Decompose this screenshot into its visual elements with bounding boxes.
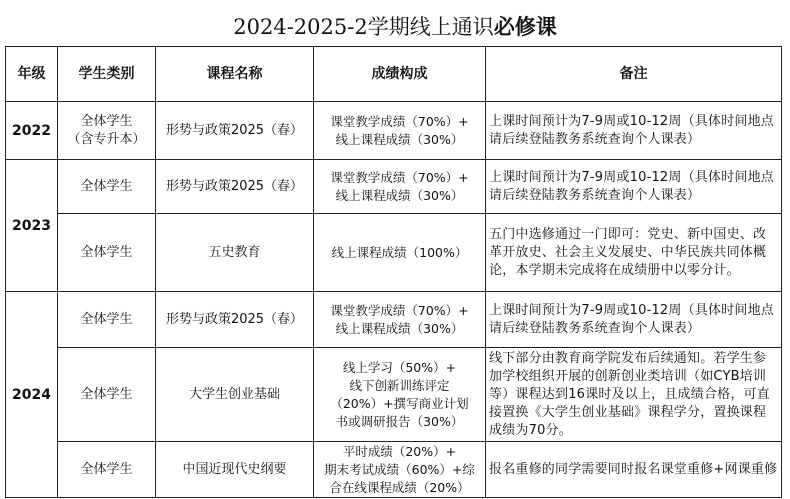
- year-cell: 2024: [6, 292, 58, 498]
- grading-cell: 课堂教学成绩（70%）+ 线上课程成绩（30%）: [314, 160, 486, 214]
- header-student-type: 学生类别: [58, 47, 156, 102]
- remarks-cell: 上课时间预计为7-9周或10-12周（具体时间地点请后续登陆教务系统查询个人课表）: [486, 160, 782, 214]
- student-type-cell: 全体学生: [58, 160, 156, 214]
- course-name-cell: 形势与政策2025（春）: [156, 102, 314, 160]
- grading-cell: 课堂教学成绩（70%）+ 线上课程成绩（30%）: [314, 292, 486, 348]
- table-row: [6, 214, 782, 292]
- table-row: [6, 348, 782, 442]
- header-grading: 成绩构成: [314, 47, 486, 102]
- remarks-cell: 上课时间预计为7-9周或10-12周（具体时间地点请后续登陆教务系统查询个人课表）: [486, 292, 782, 348]
- remarks-cell: 五门中选修通过一门即可：党史、新中国史、改革开放史、社会主义发展史、中华民族共同体概论，本学期未完成将在成绩册中以零分计。: [486, 214, 782, 292]
- student-type-cell: 全体学生: [58, 442, 156, 498]
- course-name-cell: 形势与政策2025（春）: [156, 160, 314, 214]
- grading-cell: 课堂教学成绩（70%）+ 线上课程成绩（30%）: [314, 102, 486, 160]
- year-cell: 2022: [6, 102, 58, 160]
- remarks-cell: 报名重修的同学需要同时报名课堂重修+网课重修: [486, 442, 782, 498]
- table-row: [6, 102, 782, 160]
- header-year: 年级: [6, 47, 58, 102]
- table-row: [6, 442, 782, 498]
- course-name-cell: 形势与政策2025（春）: [156, 292, 314, 348]
- course-name-cell: 中国近现代史纲要: [156, 442, 314, 498]
- remarks-cell: 上课时间预计为7-9周或10-12周（具体时间地点请后续登陆教务系统查询个人课表）: [486, 102, 782, 160]
- header-course-name: 课程名称: [156, 47, 314, 102]
- grading-cell: 平时成绩（20%）+ 期末考试成绩（60%）+综 合在线课程成绩（20%）: [314, 442, 486, 498]
- page-title: [0, 14, 790, 40]
- course-name-cell: 五史教育: [156, 214, 314, 292]
- student-type-cell: 全体学生: [58, 348, 156, 442]
- course-table: [5, 46, 782, 498]
- header-remarks: 备注: [486, 47, 782, 102]
- title-bold: 必修课: [493, 15, 557, 39]
- year-cell: 2023: [6, 160, 58, 292]
- student-type-cell: 全体学生 （含专升本）: [58, 102, 156, 160]
- grading-cell: 线上课程成绩（100%）: [314, 214, 486, 292]
- table-row: [6, 160, 782, 214]
- remarks-cell: 线下部分由教育商学院发布后续通知。若学生参加学校组织开展的创新创业类培训（如CYB培训等）课程达到16课时及以上，且成绩合格，可直接置换《大学生创业基础》课程学分，置换课程成绩为70分。: [486, 348, 782, 442]
- course-name-cell: 大学生创业基础: [156, 348, 314, 442]
- student-type-cell: 全体学生: [58, 292, 156, 348]
- table-row: [6, 292, 782, 348]
- title-main: 2024-2025-2学期线上通识: [233, 15, 494, 39]
- grading-cell: 线上学习（50%）+ 线下创新训练评定 （20%）+撰写商业计划 书或调研报告（30%）: [314, 348, 486, 442]
- student-type-cell: 全体学生: [58, 214, 156, 292]
- header-row: [6, 47, 782, 102]
